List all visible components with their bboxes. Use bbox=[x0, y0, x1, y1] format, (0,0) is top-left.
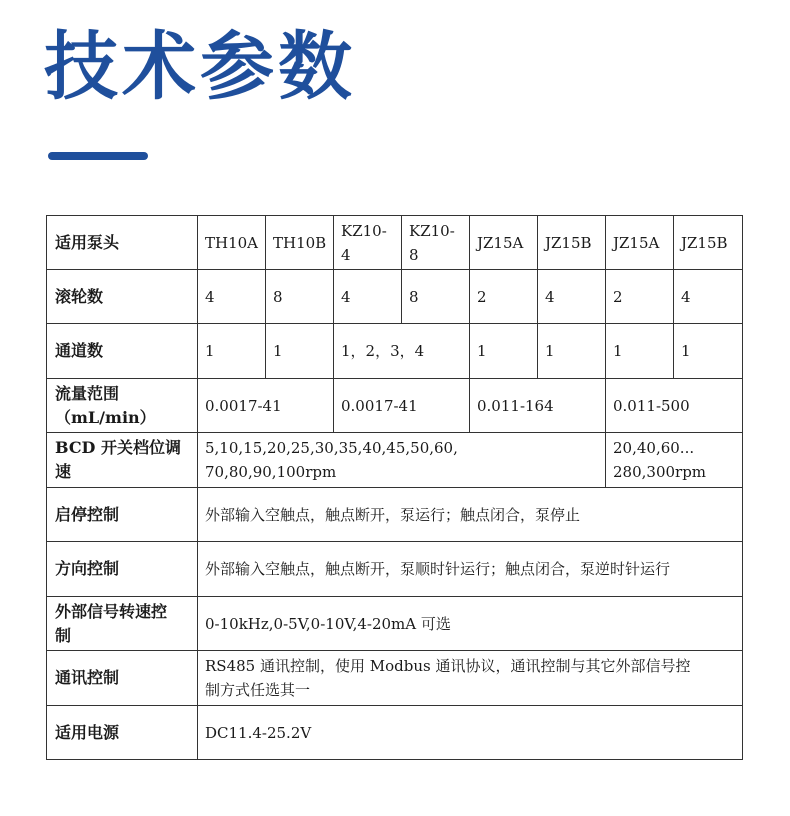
table-row-pump bbox=[47, 216, 743, 270]
channels-cell: 1 bbox=[198, 324, 266, 379]
row-label-rollers: 滚轮数 bbox=[47, 270, 198, 324]
pump-cell: JZ15A bbox=[606, 216, 674, 270]
row-label-direction: 方向控制 bbox=[47, 542, 198, 597]
power-cell: DC11.4-25.2V bbox=[198, 706, 743, 760]
row-label-comm: 通讯控制 bbox=[47, 651, 198, 706]
pump-cell: JZ15B bbox=[674, 216, 743, 270]
rollers-cell: 8 bbox=[402, 270, 470, 324]
spec-table bbox=[46, 215, 743, 760]
title-underline bbox=[48, 152, 148, 160]
rollers-cell: 4 bbox=[334, 270, 402, 324]
external-cell: 0-10kHz,0-5V,0-10V,4-20mA 可选 bbox=[198, 597, 743, 651]
comm-line1: RS485 通讯控制，使用 Modbus 通讯协议，通讯控制与其它外部信号控 bbox=[205, 657, 691, 675]
table-row-startstop bbox=[47, 488, 743, 542]
flow-cell: 0.011-164 bbox=[470, 379, 606, 433]
row-label-power: 适用电源 bbox=[47, 706, 198, 760]
channels-cell: 1 bbox=[538, 324, 606, 379]
row-label-startstop: 启停控制 bbox=[47, 488, 198, 542]
channels-cell: 1 bbox=[470, 324, 538, 379]
channels-cell: 1 bbox=[674, 324, 743, 379]
rollers-cell: 4 bbox=[538, 270, 606, 324]
table-row-bcd bbox=[47, 433, 743, 488]
row-label-flow bbox=[47, 379, 198, 433]
bcd-left-line2: 70,80,90,100rpm bbox=[205, 463, 337, 481]
rollers-cell: 2 bbox=[470, 270, 538, 324]
row-label-flow-line1: 流量范围 bbox=[55, 383, 120, 403]
row-label-bcd: BCD 开关档位调速 bbox=[47, 433, 198, 488]
pump-cell: KZ10-8 bbox=[402, 216, 470, 270]
bcd-right-line1: 20,40,60... bbox=[613, 439, 695, 457]
row-label-external-line1: 外部信号转速控 bbox=[55, 601, 168, 621]
pump-cell: TH10B bbox=[266, 216, 334, 270]
table-row-power bbox=[47, 706, 743, 760]
bcd-right-line2: 280,300rpm bbox=[613, 463, 707, 481]
table-row-direction bbox=[47, 542, 743, 597]
rollers-cell: 4 bbox=[674, 270, 743, 324]
comm-line2: 制方式任选其一 bbox=[205, 681, 311, 699]
table-row-rollers bbox=[47, 270, 743, 324]
table-row-channels bbox=[47, 324, 743, 379]
table-row-comm bbox=[47, 651, 743, 706]
rollers-cell: 4 bbox=[198, 270, 266, 324]
row-label-pump: 适用泵头 bbox=[47, 216, 198, 270]
channels-cell: 1，2，3，4 bbox=[334, 324, 470, 379]
flow-cell: 0.011-500 bbox=[606, 379, 743, 433]
flow-cell: 0.0017-41 bbox=[198, 379, 334, 433]
pump-cell: JZ15B bbox=[538, 216, 606, 270]
table-row-flow bbox=[47, 379, 743, 433]
row-label-channels: 通道数 bbox=[47, 324, 198, 379]
pump-cell: JZ15A bbox=[470, 216, 538, 270]
row-label-external-line2: 制 bbox=[55, 625, 72, 645]
direction-cell: 外部输入空触点，触点断开，泵顺时针运行；触点闭合，泵逆时针运行 bbox=[198, 542, 743, 597]
comm-cell bbox=[198, 651, 743, 706]
pump-cell: KZ10-4 bbox=[334, 216, 402, 270]
channels-cell: 1 bbox=[266, 324, 334, 379]
bcd-left-cell bbox=[198, 433, 606, 488]
row-label-external bbox=[47, 597, 198, 651]
startstop-cell: 外部输入空触点，触点断开，泵运行；触点闭合，泵停止 bbox=[198, 488, 743, 542]
bcd-right-cell bbox=[606, 433, 743, 488]
rollers-cell: 2 bbox=[606, 270, 674, 324]
flow-cell: 0.0017-41 bbox=[334, 379, 470, 433]
pump-cell: TH10A bbox=[198, 216, 266, 270]
rollers-cell: 8 bbox=[266, 270, 334, 324]
bcd-left-line1: 5,10,15,20,25,30,35,40,45,50,60, bbox=[205, 439, 458, 457]
row-label-flow-line2: （mL/min） bbox=[55, 407, 156, 427]
channels-cell: 1 bbox=[606, 324, 674, 379]
table-row-external bbox=[47, 597, 743, 651]
page-title: 技术参数 bbox=[44, 24, 356, 110]
